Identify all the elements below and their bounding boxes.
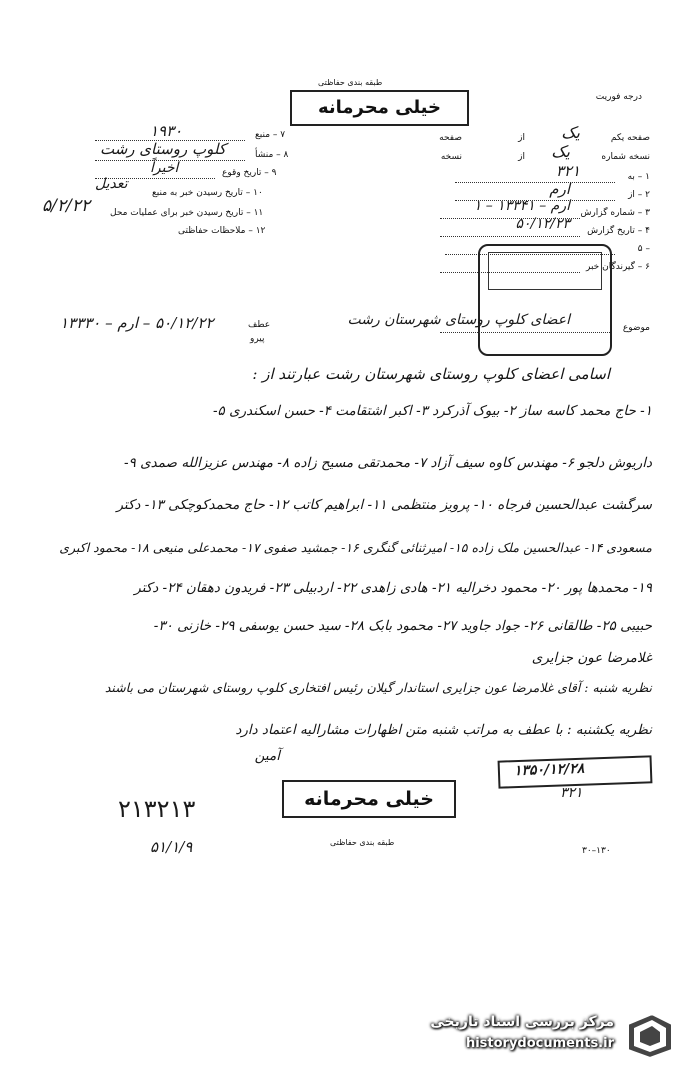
- watermark: [412, 1006, 688, 1062]
- follow-sub-label: پیرو: [250, 334, 265, 344]
- bottom-classification-stamp: خیلی محرمانه: [282, 780, 456, 818]
- body-line: اسامی اعضای کلوپ روستای شهرستان رشت عبارتند از :: [252, 365, 610, 383]
- body-line: ۱۹- محمدها پور ۲۰- محمود دخرالیه ۲۱- هادی زاهدی ۲۲- اردبیلی ۲۳- فریدون دهقان ۲۴- دکتر: [134, 580, 652, 596]
- field-5-label: ۵ –: [637, 244, 650, 254]
- handwritten-reference-number: ۲۱۳۲۱۳: [118, 795, 196, 823]
- page-label: صفحه یکم: [610, 133, 650, 143]
- follow-label: عطف: [248, 320, 271, 330]
- subject-value: اعضای کلوپ روستای شهرستان رشت: [347, 312, 570, 328]
- field-9-value: اخیراً: [150, 160, 179, 176]
- body-line: سرگشت عبدالحسین فرجاه ۱۰- پرویز منتظمی ۱۱- ابراهیم کاتب ۱۲- حاج محمدکوچکی ۱۳- دکتر: [116, 497, 652, 513]
- receipt-box-stamp: [478, 244, 612, 356]
- page-word: صفحه: [439, 133, 462, 143]
- archive-logo-icon: [622, 1010, 678, 1060]
- field-12-label: ۱۲ – ملاحظات حفاظتی: [178, 226, 266, 236]
- priority-label: درجه فوریت: [595, 92, 642, 102]
- field-9-label: ۹ – تاریخ وقوع: [222, 168, 277, 178]
- form-code: ۳۰–۱۳۰: [582, 846, 611, 856]
- receipt-box-stamp-top: [488, 252, 602, 290]
- body-line: ۱- حاج محمد کاسه ساز ۲- بیوک آذرکرد ۳- اکبر اشتقامت ۴- حسن اسکندری ۵-: [212, 403, 652, 419]
- follow-value: ۵۰/۱۲/۲۲ – ارم – ۱۳۳۳۰: [60, 314, 214, 332]
- field-4-label: ۴ – تاریخ گزارش: [587, 226, 650, 236]
- field-8-value: کلوپ روستای رشت: [100, 140, 226, 158]
- body-line: مسعودی ۱۴- عبدالحسین ملک زاده ۱۵- امیرثنائی گنگری ۱۶- جمشید صفوی ۱۷- محمدعلی منیعی ۱۸- محمود اکبری: [59, 540, 652, 555]
- field-3-label: ۳ – شماره گزارش: [580, 208, 650, 218]
- field-7-label: ۷ – منبع: [255, 130, 286, 140]
- field-10-value: تعدیل: [95, 176, 128, 192]
- copy-value: یک: [551, 142, 570, 161]
- field-2-label: ۲ – از: [628, 190, 650, 200]
- date-received-stamp: [498, 755, 653, 788]
- body-line: نظریه یکشنبه : با عطف به مراتب شنبه متن اظهارات مشارالیه اعتماد دارد: [235, 722, 652, 738]
- subject-line: [440, 332, 610, 333]
- field-1-label: ۱ – به: [627, 172, 650, 182]
- copy-word: نسخه: [440, 152, 462, 162]
- body-line: آمین: [254, 748, 280, 764]
- body-line: نظریه شنبه : آقای غلامرضا عون جزایری استاندار گیلان رئیس افتخاری کلوپ روستای شهرستان می باشند: [104, 680, 652, 695]
- copy-label: نسخه شماره: [601, 152, 650, 162]
- watermark-title: مرکز بررسی اسناد تاریخی: [430, 1014, 614, 1030]
- body-line: داریوش دلجو ۶- مهندس کاوه سیف آزاد ۷- محمدتقی مسیح زاده ۸- مهندس عزیزالله صمدی ۹-: [123, 455, 652, 471]
- page-from: از: [518, 133, 525, 143]
- field-6-label: ۶ – گیرندگان خبر: [585, 262, 650, 272]
- body-line: حبیبی ۲۵- طالقانی ۲۶- جواد جاوید ۲۷- محمود بابک ۲۸- سید حسن یوسفی ۲۹- خازنی ۳۰-: [153, 618, 652, 634]
- field-10-label: ۱۰ – تاریخ رسیدن خبر به منبع: [152, 188, 263, 198]
- field-1-line: [455, 182, 615, 183]
- top-classification-stamp: خیلی محرمانه: [290, 90, 469, 126]
- subject-label: موضوع: [622, 323, 650, 333]
- date-received-stamp-under: ۳۲۱: [560, 785, 583, 801]
- classification-label-bottom: طبقه بندی حفاظتی: [330, 838, 395, 847]
- field-1-value: ۳۲۱: [555, 162, 580, 180]
- classification-label-top: طبقه بندی حفاظتی: [318, 78, 383, 87]
- field-11-value: ۵/۲/۲۲: [42, 196, 90, 216]
- field-7-value: ۱۹۳۰: [150, 122, 183, 140]
- field-2-value: ارم: [549, 180, 570, 198]
- date-received-stamp-text: ۱۳۵۰/۱۲/۲۸: [513, 760, 585, 780]
- field-4-line: [440, 236, 580, 237]
- watermark-url: historydocuments.ir: [465, 1036, 614, 1051]
- body-line: غلامرضا عون جزایری: [531, 650, 652, 666]
- field-3-value: ارم – ۱۳۳۴۱ – ۱: [473, 198, 570, 214]
- page-value: یک: [561, 123, 580, 142]
- handwritten-date: ۵۱/۱/۹: [150, 838, 193, 856]
- field-8-label: ۸ – منشأ: [255, 150, 289, 160]
- field-11-label: ۱۱ – تاریخ رسیدن خبر برای عملیات محل: [110, 208, 264, 218]
- copy-from: از: [518, 152, 525, 162]
- field-4-value: ۵۰/۱۲/۲۳: [515, 216, 570, 232]
